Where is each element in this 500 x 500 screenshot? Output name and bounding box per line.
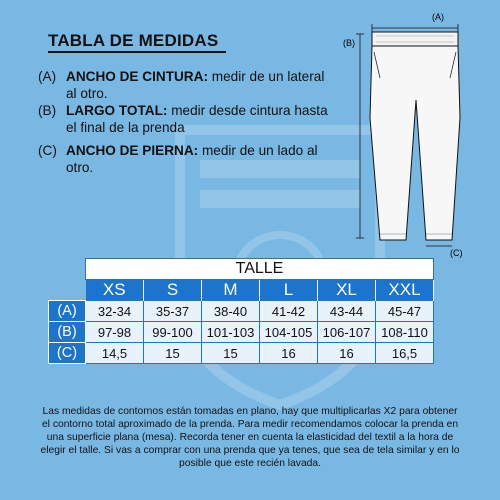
talle-header: TALLE [86,259,434,280]
table-cell: 99-100 [144,322,202,343]
table-cell: 104-105 [260,322,318,343]
table-cell: 106-107 [318,322,376,343]
row-label: (A) [49,301,86,322]
table-cell: 108-110 [376,322,434,343]
table-cell: 45-47 [376,301,434,322]
size-m: M [202,280,260,301]
title-underline [48,51,226,53]
instruction-tag: (B) [38,103,57,118]
table-cell: 15 [144,343,202,364]
table-row [49,343,434,364]
size-xs: XS [86,280,144,301]
page-title: TABLA DE MEDIDAS [48,31,219,50]
instruction-label: ANCHO DE PIERNA: [66,143,199,158]
table-cell: 16 [260,343,318,364]
label-a: (A) [432,12,444,22]
table-cell: 101-103 [202,322,260,343]
instruction-tag: (A) [38,69,57,84]
table-row [49,301,434,322]
table-row [49,322,434,343]
row-label: (B) [49,322,86,343]
size-l: L [260,280,318,301]
table-cell: 35-37 [144,301,202,322]
table-cell: 38-40 [202,301,260,322]
size-xl: XL [318,280,376,301]
size-xxl: XXL [376,280,434,301]
pants-diagram [340,8,500,260]
pants-body [370,46,460,240]
instruction-text: medir desde cintura hasta el final de la prenda [66,103,328,135]
instruction-tag: (C) [38,143,57,158]
table-cell: 16,5 [376,343,434,364]
row-label: (C) [49,343,86,364]
size-s: S [144,280,202,301]
table-cell: 14,5 [86,343,144,364]
table-cell: 97-98 [86,322,144,343]
instruction-label: ANCHO DE CINTURA: [66,69,208,84]
table-cell: 32-34 [86,301,144,322]
table-cell: 15 [202,343,260,364]
label-b: (B) [343,38,355,48]
table-cell: 43-44 [318,301,376,322]
table-cell: 41-42 [260,301,318,322]
footnote-text: Las medidas de contornos están tomadas en plano, hay que multiplicarlas X2 para obtener el contorno total aproximado de la prenda. Para medir recomendamos colocar la prenda en una superficie plana (mesa). Recorda tener en cuenta la elasticidad del textil a la hora de elegir el talle. Si vas a comprar con una prenda que ya tenes, que sea de tela similar y en lo posible que este recién lavada. [40,406,460,469]
instruction-text: medir de un lateral al otro. [66,69,325,101]
instruction-label: LARGO TOTAL: [66,103,168,118]
instruction-text: medir de un lado al otro. [66,143,318,175]
size-table [48,258,434,364]
label-c: (C) [450,248,463,258]
waistband [372,32,458,46]
table-cell: 16 [318,343,376,364]
